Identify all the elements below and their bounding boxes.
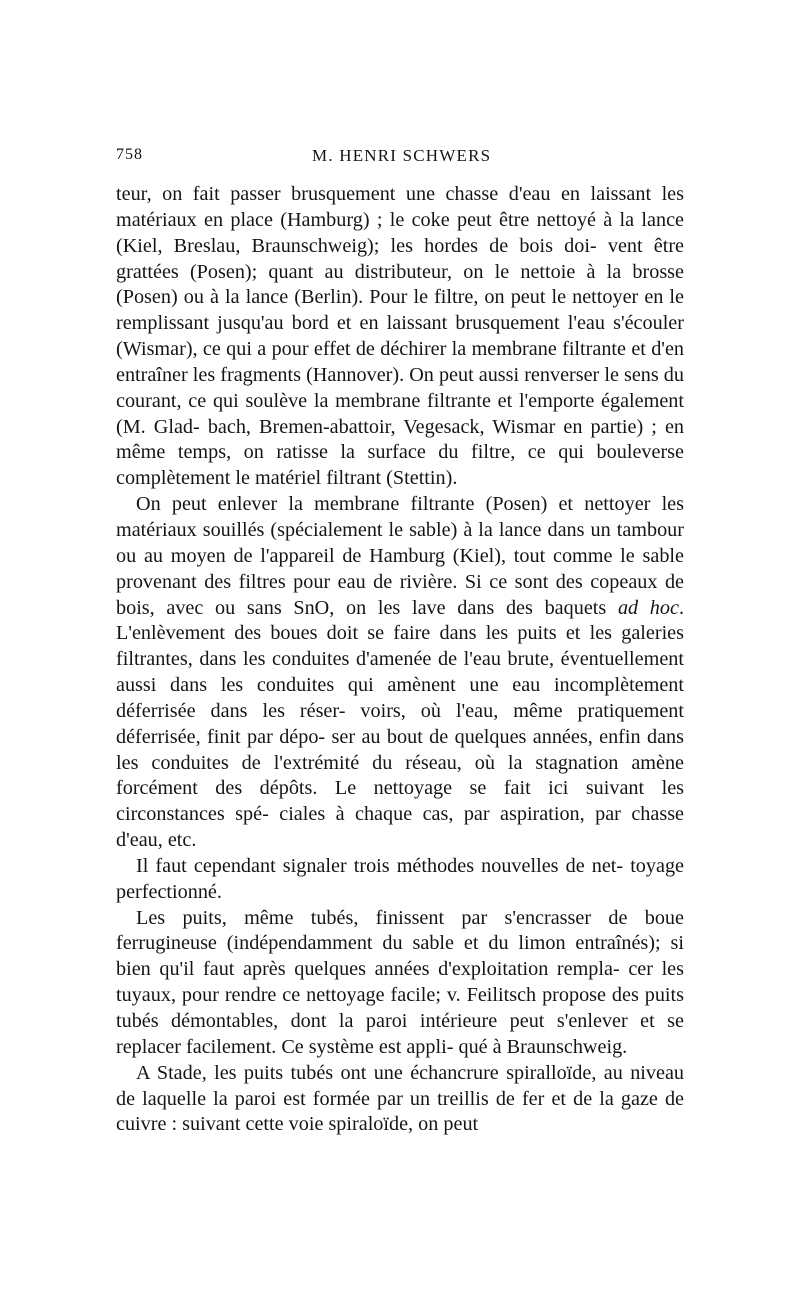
text-line: toyage perfectionné.: [116, 854, 685, 903]
text-line: vent être grattées (Posen); quant au distributeur, on le nettoie: [116, 234, 685, 283]
text-line: bach, Bremen-abattoir, Vegesack, Wismar en partie) ; en: [207, 415, 684, 438]
text-line: ciales à chaque cas, par aspiration, par chasse d'eau, etc.: [116, 803, 685, 852]
text-line: brusquement l'eau s'écouler (Wismar), ce qui a pour effet de: [116, 312, 684, 361]
book-page: [116, 140, 684, 1138]
text-line: les matériaux en place (Hamburg) ; le coke peut être nettoyé à: [116, 183, 684, 231]
text-line: amènent une eau incomplètement déferrisée dans les réser-: [116, 674, 684, 722]
text-line: Les puits, même tubés, finissent par s'encrasser de boue: [136, 906, 684, 929]
text-line: propose des puits tubés démontables, dont la paroi intérieure: [116, 984, 684, 1032]
text-line: (Hannover). On peut aussi renverser le sens du courant, ce qui: [116, 363, 684, 412]
text-line: déchirer la membrane filtrante et d'en entraîner les fragments: [116, 338, 685, 386]
text-line: qué à Braunschweig.: [458, 1035, 628, 1058]
text-line: les matériaux souillés (spécialement le sable) à la lance dans un: [116, 493, 684, 541]
text-line: On peut enlever la membrane filtrante (Posen) et nettoyer: [136, 493, 651, 516]
text-line: même temps, on ratisse la surface du filtre, ce qui bouleverse: [116, 441, 684, 464]
text-line: comme le sable provenant des filtres pour eau de rivière. Si ce: [116, 544, 685, 593]
text-line: à la brosse (Posen) ou à la lance (Berlin). Pour le filtre, on: [116, 260, 684, 309]
text-line: ser au bout de quelques années, enfin dans les conduites de: [116, 725, 684, 774]
page-number: 758: [116, 146, 143, 163]
body-text: [116, 182, 684, 1138]
text-line: . L'enlèvement des boues doit se faire dans les: [116, 596, 685, 645]
text-line: soulève la membrane filtrante et l'emporte également (M. Glad-: [116, 389, 684, 438]
text-line: Il faut cependant signaler trois méthodes nouvelles de net-: [136, 854, 624, 877]
paragraph-2: [116, 492, 684, 854]
text-line: baquets: [544, 596, 618, 619]
text-line: ferrugineuse (indépendamment du sable et du limon entraînés);: [116, 932, 661, 955]
text-line: niveau de laquelle la paroi est formée par un treillis de fer et: [116, 1061, 684, 1110]
text-line: peut s'enlever et se replacer facilement. Ce système est appli-: [116, 1010, 685, 1058]
text-line: puits et les galeries filtrantes, dans les conduites d'amenée de: [116, 622, 685, 671]
running-head: [116, 140, 684, 170]
text-line: l'eau brute, éventuellement aussi dans les conduites qui: [116, 648, 684, 697]
paragraph-3: [116, 854, 684, 906]
text-line: tambour ou au moyen de l'appareil de Hamburg (Kiel), tout: [116, 518, 684, 567]
text-line: l'extrémité du réseau, où la stagnation amène forcément des: [116, 751, 685, 800]
text-line: A Stade, les puits tubés ont une échancrure spiralloïde, au: [136, 1061, 623, 1084]
text-line: si bien qu'il faut après quelques années d'exploitation rempla-: [116, 932, 684, 981]
text-line: complètement le matériel filtrant (Stettin).: [116, 467, 458, 490]
text-line: teur, on fait passer brusquement une chasse d'eau en laissant: [116, 183, 652, 205]
text-line: cer les tuyaux, pour rendre ce nettoyage facile; v. Feilitsch: [116, 958, 684, 1007]
text-line: de la gaze de cuivre : suivant cette voie spiraloïde, on peut: [116, 1087, 684, 1136]
paragraph-1: [116, 182, 684, 492]
italic-phrase: ad hoc: [617, 596, 679, 619]
paragraph-4: [116, 906, 684, 1061]
text-line: sont des copeaux de bois, avec ou sans SnO, on les lave dans des: [116, 570, 685, 619]
text-line: peut le nettoyer en le remplissant jusqu'au bord et en laissant: [116, 286, 685, 335]
paragraph-5: [116, 1061, 684, 1139]
text-line: dépôts. Le nettoyage se fait ici suivant les circonstances spé-: [116, 777, 685, 826]
text-line: voirs, où l'eau, même pratiquement déferrisée, finit par dépo-: [116, 699, 685, 748]
text-line: la lance (Kiel, Breslau, Braunschweig); les hordes de bois doi-: [116, 208, 684, 257]
running-title: M. HENRI SCHWERS: [312, 146, 492, 165]
